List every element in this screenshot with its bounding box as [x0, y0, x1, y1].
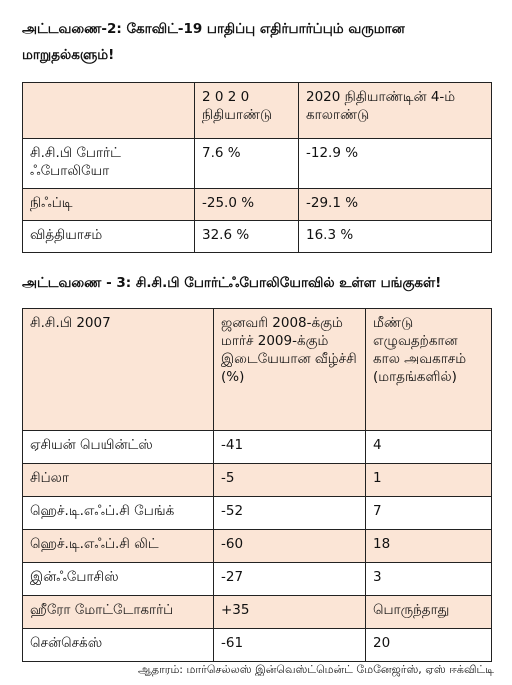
header-cell: 2 0 2 0 நிதியாண்டு [195, 83, 299, 139]
table-cell: -25.0 % [195, 189, 299, 221]
table1-title: அட்டவணை-2: கோவிட்-19 பாதிப்பு எதிர்பார்ப்பும் வருமான மாறுதல்களும்! [22, 21, 405, 63]
covid-impact-table [22, 82, 492, 253]
table-cell: 3 [366, 563, 492, 596]
table-cell: 7 [366, 497, 492, 530]
header-cell: சி.சி.பி 2007 [23, 309, 214, 431]
table-row [23, 530, 492, 563]
table-cell: -5 [214, 464, 366, 497]
row-label: சென்செக்ஸ் [23, 629, 214, 662]
row-label: ஏசியன் பெயின்ட்ஸ் [23, 431, 214, 464]
row-label: ஹெச்.டி.எஃப்.சி பேங்க் [23, 497, 214, 530]
table-cell: 1 [366, 464, 492, 497]
table-row [23, 563, 492, 596]
table-cell: 32.6 % [195, 221, 299, 253]
row-label: ஹெச்.டி.எஃப்.சி லிட் [23, 530, 214, 563]
row-label: நிஃப்டி [23, 189, 195, 221]
table-row [23, 221, 492, 253]
table-cell: 7.6 % [195, 139, 299, 189]
table-cell: -60 [214, 530, 366, 563]
table-cell: +35 [214, 596, 366, 629]
table-cell: -27 [214, 563, 366, 596]
row-label: ஹீரோ மோட்டோகார்ப் [23, 596, 214, 629]
table-header-row [23, 309, 492, 431]
table-cell: 18 [366, 530, 492, 563]
table-row [23, 139, 492, 189]
row-label: வித்தியாசம் [23, 221, 195, 253]
source-note: ஆதாரம்: மார்செல்லஸ் இன்வெஸ்ட்மென்ட் மேனேஜர்ஸ், ஏஸ் ஈக்விட்டி [137, 663, 494, 676]
table-row [23, 596, 492, 629]
table-row [23, 431, 492, 464]
row-label: சி.சி.பி போர்ட் ஃபோலியோ [23, 139, 195, 189]
table-cell: 4 [366, 431, 492, 464]
table-cell: -12.9 % [299, 139, 492, 189]
table-row [23, 629, 492, 662]
table-cell: -52 [214, 497, 366, 530]
table-row [23, 497, 492, 530]
header-cell: மீண்டு எழுவதற்கான கால அவகாசம் (மாதங்களில்) [366, 309, 492, 431]
row-label: இன்ஃபோசிஸ் [23, 563, 214, 596]
table-header-row [23, 83, 492, 139]
table-cell: -29.1 % [299, 189, 492, 221]
ccp-portfolio-table [22, 308, 492, 662]
header-cell: 2020 நிதியாண்டின் 4-ம் காலாண்டு [299, 83, 492, 139]
row-label: சிப்லா [23, 464, 214, 497]
table-cell: 16.3 % [299, 221, 492, 253]
header-cell: ஜனவரி 2008-க்கும் மார்ச் 2009-க்கும் இடையேயான வீழ்ச்சி (%) [214, 309, 366, 431]
table2-title: அட்டவணை - 3: சி.சி.பி போர்ட்ஃபோலியோவில் உள்ள பங்குகள்! [22, 275, 442, 291]
table-cell: -61 [214, 629, 366, 662]
table-cell: பொருந்தாது [366, 596, 492, 629]
table-cell: 20 [366, 629, 492, 662]
table-cell: -41 [214, 431, 366, 464]
table-row [23, 464, 492, 497]
header-cell [23, 83, 195, 139]
table-row [23, 189, 492, 221]
